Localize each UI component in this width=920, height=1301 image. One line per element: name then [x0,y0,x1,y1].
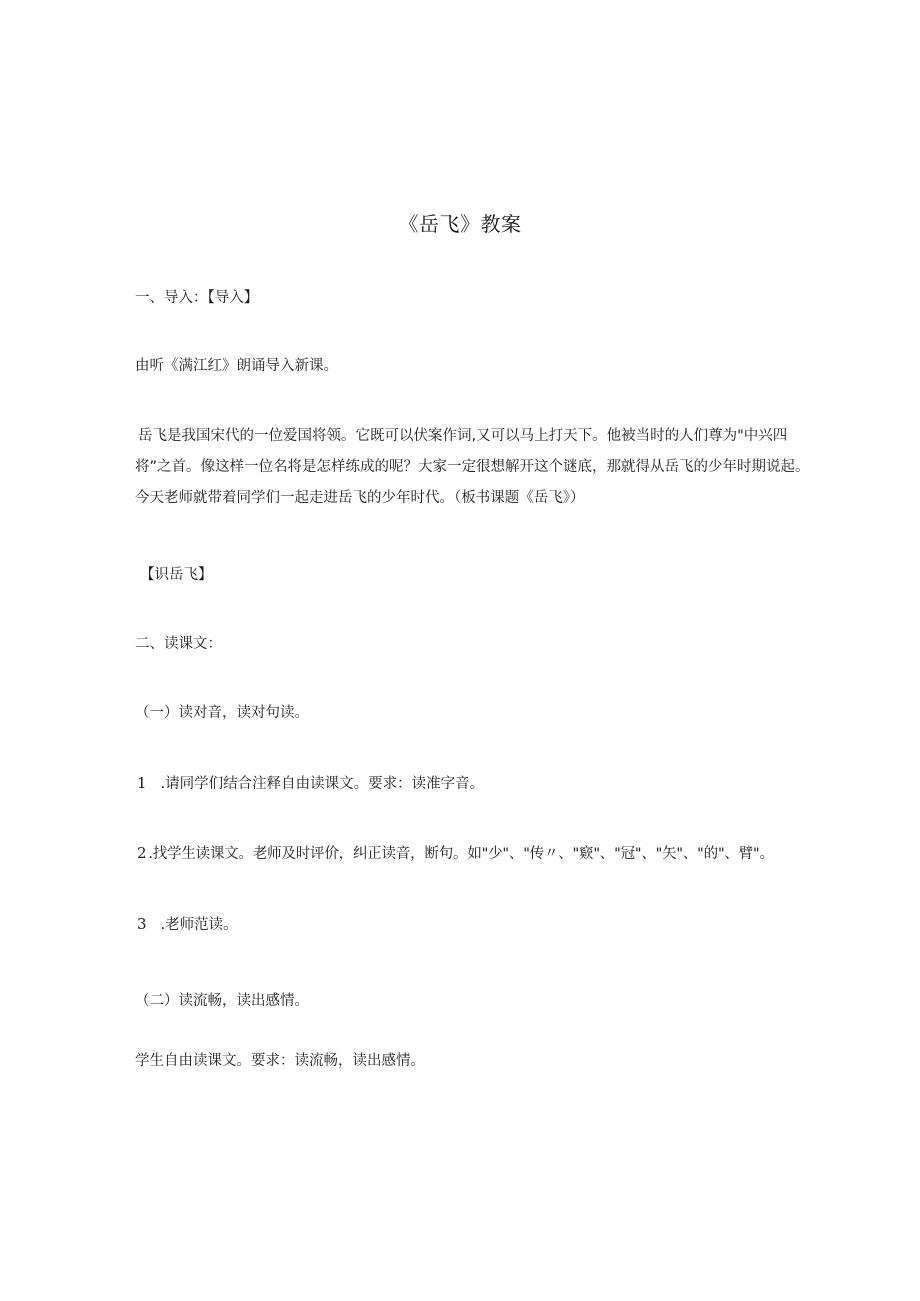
document-title: 《岳飞》教案 [398,212,522,236]
intro-line: 由听《满江红》朗诵导入新课。 [135,358,338,374]
intro-paragraph [135,421,835,514]
section2-heading: 二、读课文： [135,636,222,652]
paragraph-line-2: 将”之首。像这样一位名将是怎样练成的呢？大家一定很想解开这个谜底，那就得从岳飞的少年时期说起。 [135,459,810,475]
sub1-heading: （一）读对音，读对句读。 [135,705,309,721]
item-2-text: .找学生读课文。老师及时评价，纠正读音，断句。如"少"、"传〃、"窽"、"冠"、"矢"、"的"、臂"。 [148,846,774,862]
item-2-number: 2 [137,844,147,862]
item-3 [137,913,238,936]
item-1 [137,772,484,795]
section1-heading: 一、导入：【导入】 [135,290,259,306]
sub2-heading: （二）读流畅，读出感情。 [135,993,309,1009]
item-3-number: 3 [137,915,147,933]
item-2 [137,842,774,865]
paragraph-line-1: 岳飞是我国宋代的一位爱国将领。它既可以伏案作词,又可以马上打天下。他被当时的人们尊为"中兴四 [138,428,788,444]
know-yuefei-heading: 【识岳飞】 [140,567,213,583]
item-1-text: .请同学们结合注释自由读课文。要求：读准字音。 [160,776,485,792]
item-1-number: 1 [137,774,147,792]
paragraph-line-3: 今天老师就带着同学们一起走进岳飞的少年时代。（板书课题《岳飞》） [135,490,585,506]
item-3-text: .老师范读。 [160,917,238,933]
final-line: 学生自由读课文。要求：读流畅，读出感情。 [135,1053,425,1069]
